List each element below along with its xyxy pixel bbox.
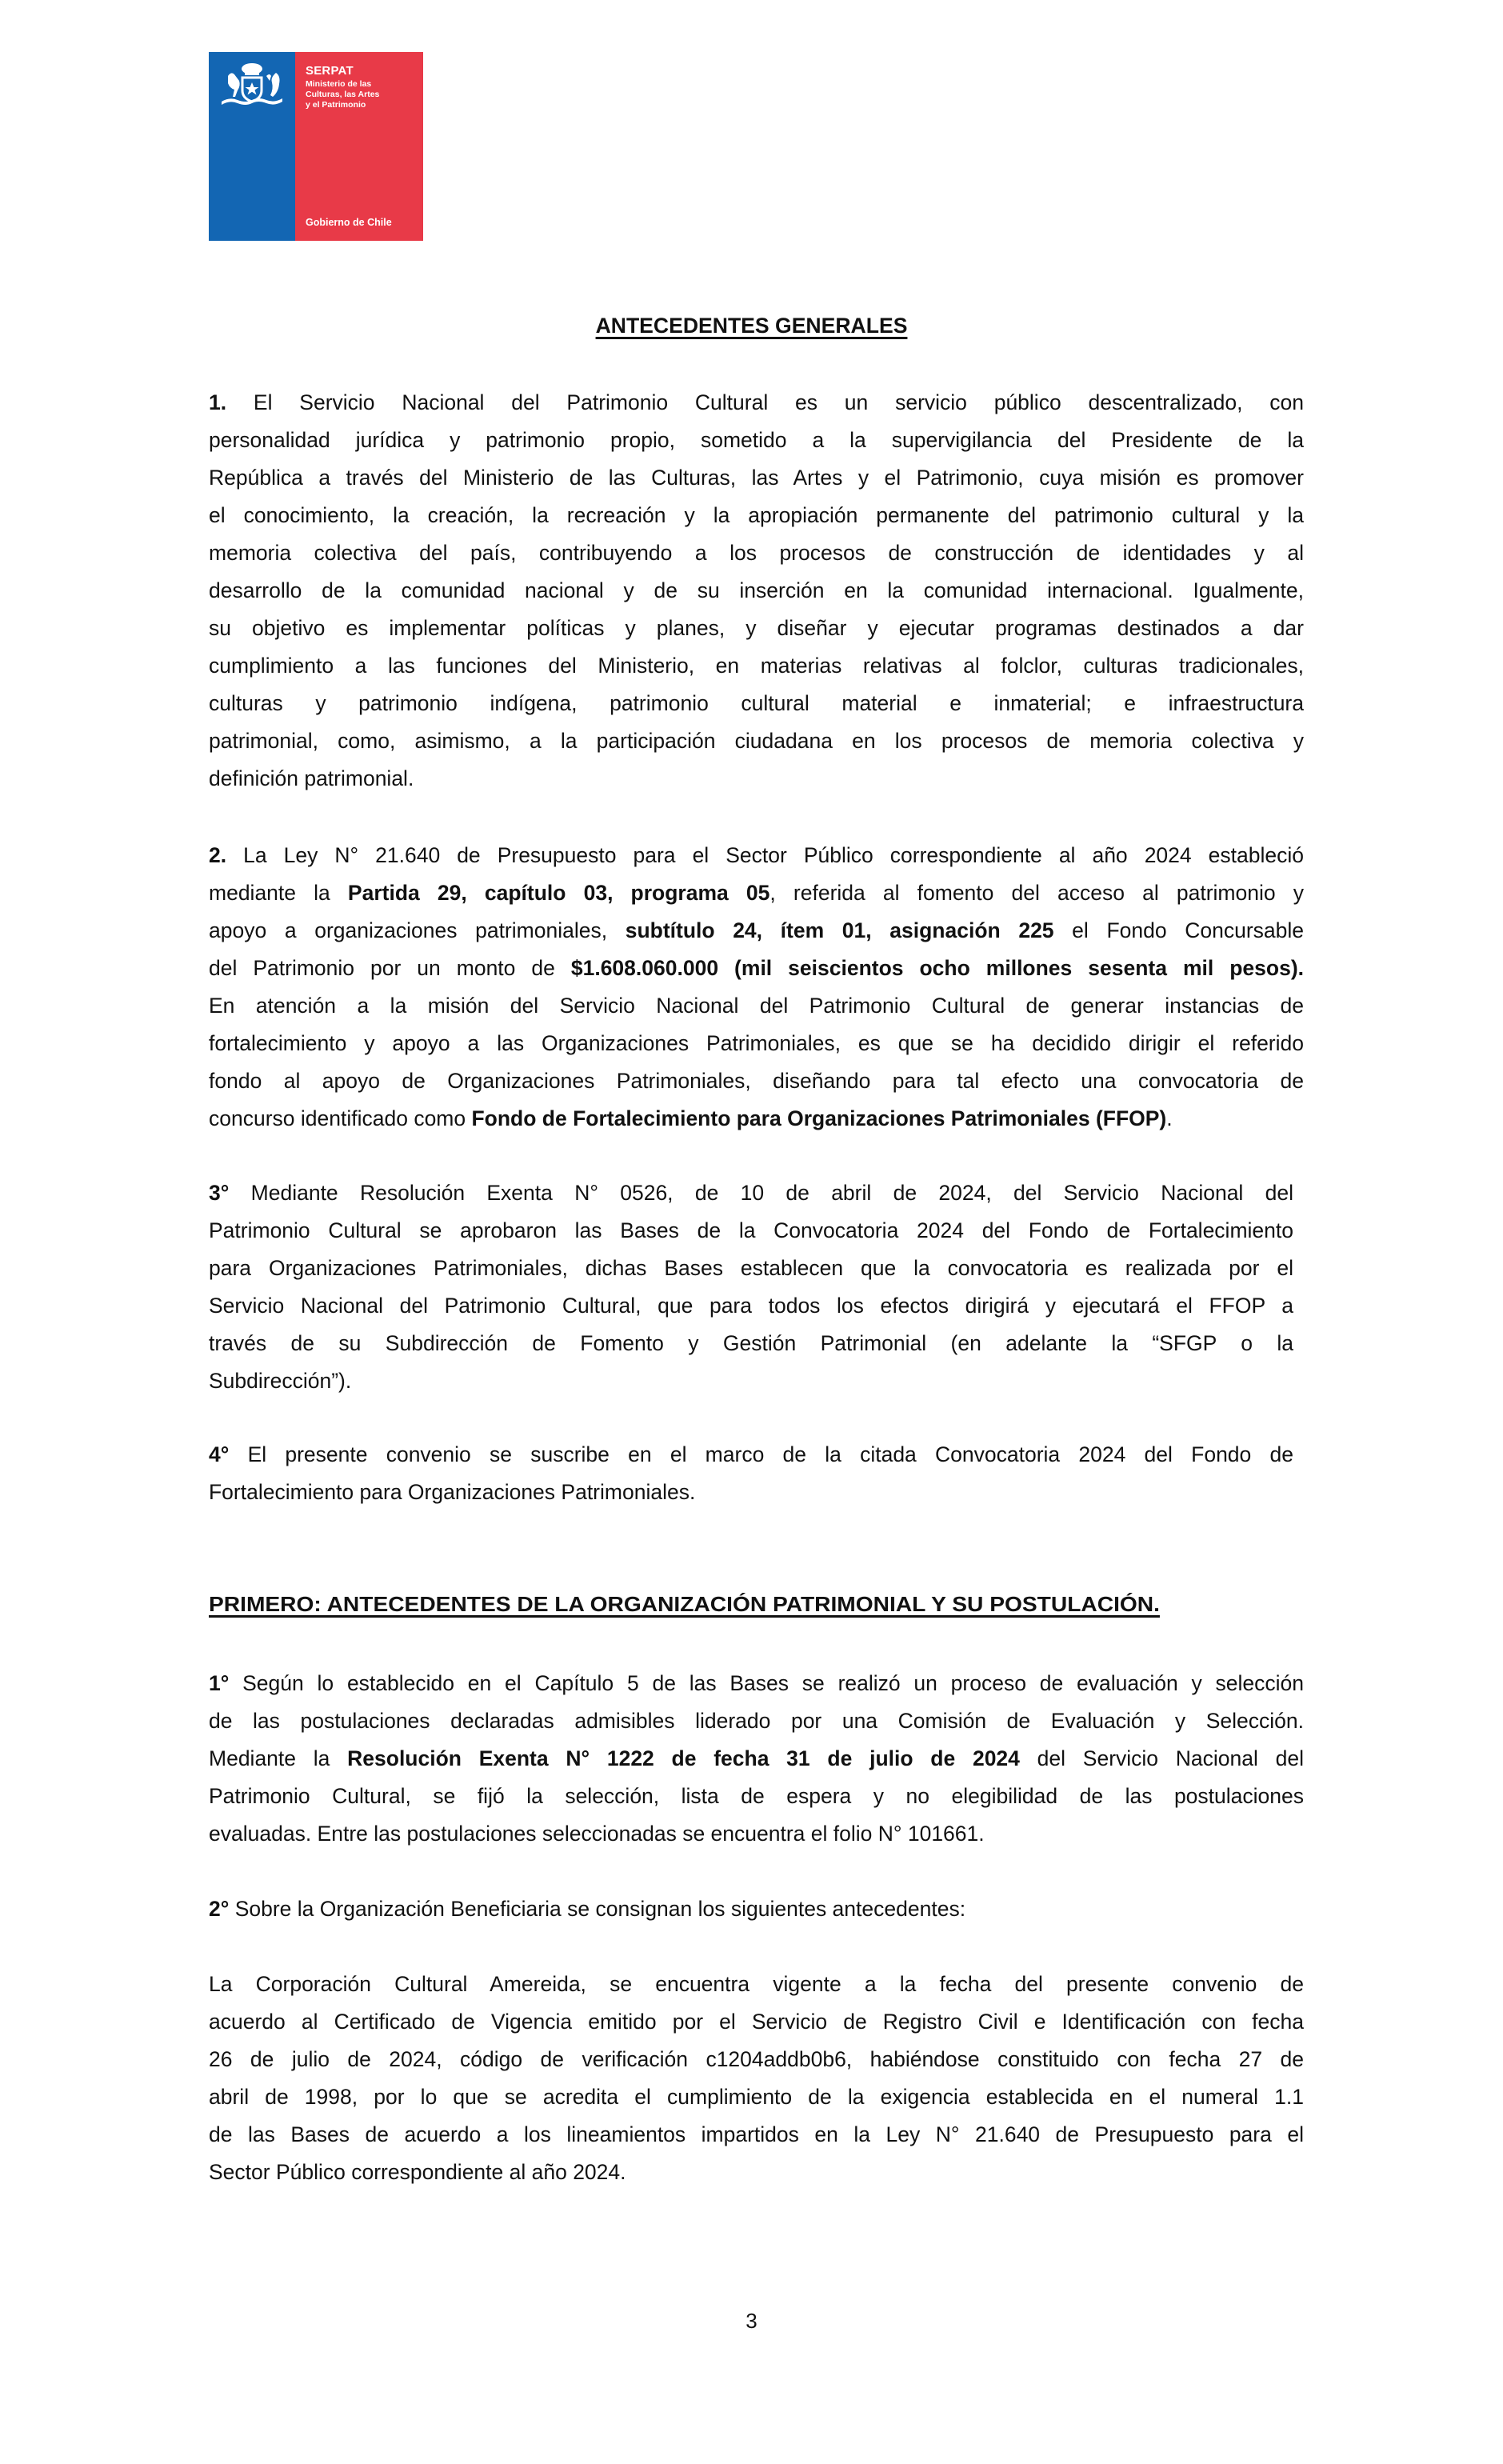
text-line: el conocimiento, la creación, la recreación y la apropiación permanente del patrimonio cultural y la: [209, 503, 1304, 527]
paragraph-2: [209, 837, 1304, 1138]
text-line: mediante la Partida 29, capítulo 03, programa 05, referida al fomento del acceso al patrimonio y: [209, 881, 1304, 905]
text-line: Patrimonio Cultural, se fijó la selección, lista de espera y no elegibilidad de las postulaciones: [209, 1784, 1304, 1808]
text-line: 3° Mediante Resolución Exenta N° 0526, de 10 de abril de 2024, del Servicio Nacional del: [209, 1181, 1293, 1205]
bold-text: 4°: [209, 1442, 230, 1466]
bold-text: $1.608.060.000 (mil seiscientos ocho millones sesenta mil pesos).: [570, 956, 1305, 980]
logo-subtitle: Ministerio de las Culturas, las Artes y el Patrimonio: [306, 79, 380, 110]
text-line: fondo al apoyo de Organizaciones Patrimoniales, diseñando para tal efecto una convocatoria de: [209, 1069, 1304, 1093]
text-line: 2° Sobre la Organización Beneficiaria se consignan los siguientes antecedentes:: [209, 1897, 966, 1921]
text-line: 26 de julio de 2024, código de verificación c1204addb0b6, habiéndose constituido con fecha 27 de: [209, 2047, 1304, 2071]
text-line: Sector Público correspondiente al año 2024.: [209, 2160, 626, 2184]
text-line: para Organizaciones Patrimoniales, dichas Bases establecen que la convocatoria es realizada por el: [209, 1256, 1293, 1280]
text-line: concurso identificado como Fondo de Fortalecimiento para Organizaciones Patrimoniales (FFOP).: [209, 1106, 1173, 1130]
bold-text: 2.: [209, 843, 227, 867]
bold-text: Resolución Exenta N° 1222 de fecha 31 de julio de 2024: [347, 1746, 1020, 1770]
bold-text: Fondo de Fortalecimiento para Organizaciones Patrimoniales (FFOP): [471, 1106, 1167, 1130]
chile-coat-of-arms-icon: [217, 62, 287, 111]
bold-text: 2°: [209, 1897, 230, 1921]
bold-text: 1°: [209, 1671, 230, 1695]
serpat-logo: [209, 52, 423, 241]
text-line: patrimonial, como, asimismo, a la participación ciudadana en los procesos de memoria colectiva y: [209, 729, 1304, 753]
text-line: Patrimonio Cultural se aprobaron las Bases de la Convocatoria 2024 del Fondo de Fortalecimiento: [209, 1218, 1293, 1242]
bold-text: subtítulo 24, ítem 01, asignación 225: [625, 918, 1054, 942]
text-line: su objetivo es implementar políticas y planes, y diseñar y ejecutar programas destinados a dar: [209, 616, 1304, 640]
paragraph-organization-details: [209, 1966, 1304, 2191]
text-line: desarrollo de la comunidad nacional y de su inserción en la comunidad internacional. Igualmente,: [209, 578, 1304, 602]
text-line: personalidad jurídica y patrimonio propio, sometido a la supervigilancia del Presidente de la: [209, 428, 1304, 452]
bold-text: 1.: [209, 390, 227, 414]
text-line: cumplimiento a las funciones del Ministerio, en materias relativas al folclor, culturas tradicionales,: [209, 654, 1304, 678]
text-line: través de su Subdirección de Fomento y Gestión Patrimonial (en adelante la “SFGP o la: [209, 1331, 1293, 1355]
logo-title: SERPAT: [306, 64, 354, 78]
text-line: 2. La Ley N° 21.640 de Presupuesto para el Sector Público correspondiente al año 2024 estableció: [209, 843, 1304, 867]
text-line: La Corporación Cultural Amereida, se encuentra vigente a la fecha del presente convenio de: [209, 1972, 1304, 1996]
text-line: de las Bases de acuerdo a los lineamientos impartidos en la Ley N° 21.640 de Presupuesto para el: [209, 2122, 1304, 2146]
paragraph-primero-1: [209, 1665, 1304, 1853]
text-line: fortalecimiento y apoyo a las Organizaciones Patrimoniales, es que se ha decidido dirigir el referido: [209, 1031, 1304, 1055]
text-line: definición patrimonial.: [209, 766, 414, 790]
text-line: abril de 1998, por lo que se acredita el cumplimiento de la exigencia establecida en el numeral 1.1: [209, 2085, 1304, 2109]
text-line: evaluadas. Entre las postulaciones seleccionadas se encuentra el folio N° 101661.: [209, 1822, 985, 1846]
text-line: En atención a la misión del Servicio Nacional del Patrimonio Cultural de generar instancias de: [209, 994, 1304, 1018]
paragraph-1: [209, 384, 1304, 798]
text-line: de las postulaciones declaradas admisibles liderado por una Comisión de Evaluación y Selección.: [209, 1709, 1304, 1733]
logo-government: Gobierno de Chile: [306, 217, 392, 228]
text-line: 1. El Servicio Nacional del Patrimonio Cultural es un servicio público descentralizado, con: [209, 390, 1304, 414]
text-line: Subdirección”).: [209, 1369, 352, 1393]
text-line: 1° Según lo establecido en el Capítulo 5 de las Bases se realizó un proceso de evaluación y selección: [209, 1671, 1304, 1695]
text-line: República a través del Ministerio de las Culturas, las Artes y el Patrimonio, cuya misión es promover: [209, 466, 1304, 490]
text-line: del Patrimonio por un monto de $1.608.060.000 (mil seiscientos ocho millones sesenta mil pesos).: [209, 956, 1305, 980]
text-line: Fortalecimiento para Organizaciones Patrimoniales.: [209, 1480, 696, 1504]
logo-blue-panel: [209, 52, 295, 241]
bold-text: 3°: [209, 1181, 230, 1205]
page-number: 3: [746, 2309, 757, 2333]
text-line: apoyo a organizaciones patrimoniales, subtítulo 24, ítem 01, asignación 225 el Fondo Concursable: [209, 918, 1304, 942]
paragraph-3: [209, 1174, 1293, 1400]
logo-red-panel: [295, 52, 423, 241]
paragraph-4: [209, 1436, 1293, 1511]
text-line: Servicio Nacional del Patrimonio Cultural, que para todos los efectos dirigirá y ejecutará el FFOP a: [209, 1294, 1293, 1318]
section-heading-primero: PRIMERO: ANTECEDENTES DE LA ORGANIZACIÓN PATRIMONIAL Y SU POSTULACIÓN.: [209, 1592, 1160, 1616]
text-line: acuerdo al Certificado de Vigencia emitido por el Servicio de Registro Civil e Identificación con fecha: [209, 2010, 1304, 2034]
text-line: Mediante la Resolución Exenta N° 1222 de fecha 31 de julio de 2024 del Servicio Nacional del: [209, 1746, 1304, 1770]
text-line: 4° El presente convenio se suscribe en el marco de la citada Convocatoria 2024 del Fondo de: [209, 1442, 1293, 1466]
paragraph-primero-2: [209, 1890, 1304, 1928]
text-line: culturas y patrimonio indígena, patrimonio cultural material e inmaterial; e infraestructura: [209, 691, 1304, 715]
text-line: memoria colectiva del país, contribuyendo a los procesos de construcción de identidades y al: [209, 541, 1304, 565]
section-heading-antecedentes-generales: ANTECEDENTES GENERALES: [595, 314, 908, 338]
bold-text: Partida 29, capítulo 03, programa 05: [347, 881, 770, 905]
